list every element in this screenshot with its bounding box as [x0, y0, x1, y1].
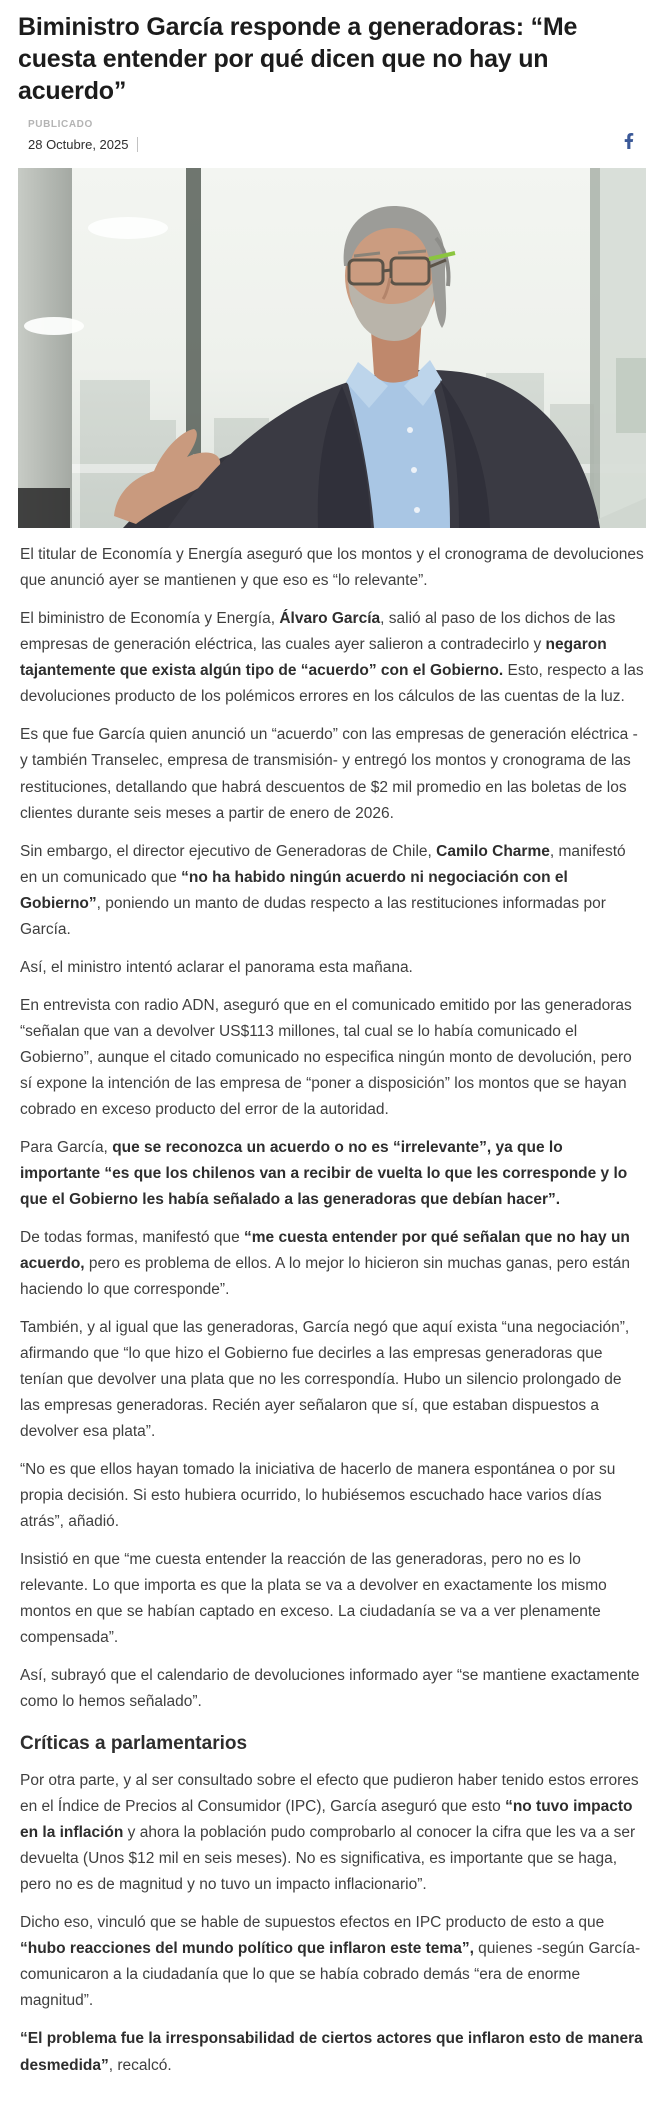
article-paragraph: Así, subrayó que el calendario de devoluciones informado ayer “se mantiene exactamente como lo hemos señalado”. — [20, 1667, 640, 1711]
article-paragraph: Así, el ministro intentó aclarar el panorama esta mañana. — [20, 958, 413, 976]
section-heading: Críticas a parlamentarios — [20, 1732, 248, 1754]
article-paragraph: Es que fue García quien anunció un “acuerdo” con las empresas de generación eléctrica -y también Transelec, empresa de transmisión- y entregó los montos y cronograma de las restituciones, detallando que habrá descuentos de $2 mil promedio en las boletas de los clientes durante seis meses a partir de enero de 2026. — [20, 726, 638, 822]
article-paragraph: “El problema fue la irresponsabilidad de ciertos actores que inflaron esto de manera desmedida”, recalcó. — [20, 2030, 643, 2074]
article-title: Biministro García responde a generadoras: “Me cuesta entender por qué dicen que no hay un acuerdo” — [18, 13, 578, 105]
article-paragraph: En entrevista con radio ADN, aseguró que en el comunicado emitido por las generadoras “señalan que van a devolver US$113 millones, tal cual se lo había comunicado el Gobierno”, aunque el citado comunicado no especifica ningún monto de devolución, pero sí expone la intención de las empresa de “poner a disposición” los montos que se hayan cobrado en exceso producto del error de la autoridad. — [20, 996, 632, 1118]
article-paragraph: También, y al igual que las generadoras, García negó que aquí exista “una negociación”, afirmando que “lo que hizo el Gobierno fue decirles a las empresas generadoras que tenían que devolver una plata que no les correspondía. Hubo un silencio prolongado de las empresas generadoras. Recién ayer señalaron que sí, que estaban dispuestos a devolver esa plata”. — [20, 1319, 630, 1441]
facebook-icon — [624, 133, 634, 149]
article-meta — [28, 119, 634, 152]
article-paragraph: Insistió en que “me cuesta entender la reacción de las generadoras, pero no es lo relevante. Lo que importa es que la plata se va a devolver en exactamente los mismo montos en que se habían captado en exceso. La ciudadanía se va a ver plenamente compensada”. — [20, 1551, 607, 1647]
article-paragraph: Por otra parte, y al ser consultado sobre el efecto que pudieron haber tenido estos errores en el Índice de Precios al Consumidor (IPC), García aseguró que esto “no tuvo impacto en la inflación y ahora la población pudo comprobarlo al conocer la cifra que les va a ser devuelta (Unos $12 mil en seis meses). No es significativa, es importante que se haga, pero no es de magnitud y no tuvo un impacto inflacionario”. — [20, 1772, 639, 1894]
article-paragraph: Dicho eso, vinculó que se hable de supuestos efectos en IPC producto de esto a que “hubo reacciones del mundo político que inflaron este tema”, quienes -según García- comunicaron a la ciudadanía que lo que se había cobrado demás “era de enorme magnitud”. — [20, 1914, 641, 2010]
publish-info — [28, 119, 138, 152]
meta-divider — [137, 137, 138, 152]
facebook-share-button[interactable] — [624, 133, 634, 149]
article-page — [0, 12, 664, 2117]
published-date: 28 Octubre, 2025 — [28, 137, 129, 153]
article-photo — [18, 168, 646, 528]
article-paragraph: El biministro de Economía y Energía, Álvaro García, salió al paso de los dichos de las empresas de generación eléctrica, las cuales ayer salieron a contradecirlo y negaron tajantemente que exista algún tipo de “acuerdo” con el Gobierno. Esto, respecto a las devoluciones producto de los polémicos errores en los cálculos de las cuentas de la luz. — [20, 610, 644, 706]
article-body — [0, 528, 664, 2116]
published-label: PUBLICADO — [28, 119, 93, 131]
article-paragraph: Para García, que se reconozca un acuerdo o no es “irrelevante”, ya que lo importante “es que los chilenos van a recibir de vuelta lo que les corresponde y lo que el Gobierno les había señalado a las generadoras que debían hacer”. — [20, 1138, 628, 1208]
article-paragraph: El titular de Economía y Energía aseguró que los montos y el cronograma de devoluciones que anunció ayer se mantienen y que eso es “lo relevante”. — [20, 546, 644, 590]
article-paragraph: Sin embargo, el director ejecutivo de Generadoras de Chile, Camilo Charme, manifestó en un comunicado que “no ha habido ningún acuerdo ni negociación con el Gobierno”, poniendo un manto de dudas respecto a las restituciones informadas por García. — [20, 842, 626, 938]
published-date-row — [28, 137, 138, 152]
article-paragraph: “No es que ellos hayan tomado la iniciativa de hacerlo de manera espontánea o por su propia decisión. Si esto hubiera ocurrido, lo hubiésemos escuchado hace varios días atrás”, añadió. — [20, 1461, 616, 1531]
article-paragraph: De todas formas, manifestó que “me cuesta entender por qué señalan que no hay un acuerdo, pero es problema de ellos. A lo mejor lo hicieron sin muchas ganas, pero están haciendo lo que corresponde”. — [20, 1228, 631, 1299]
